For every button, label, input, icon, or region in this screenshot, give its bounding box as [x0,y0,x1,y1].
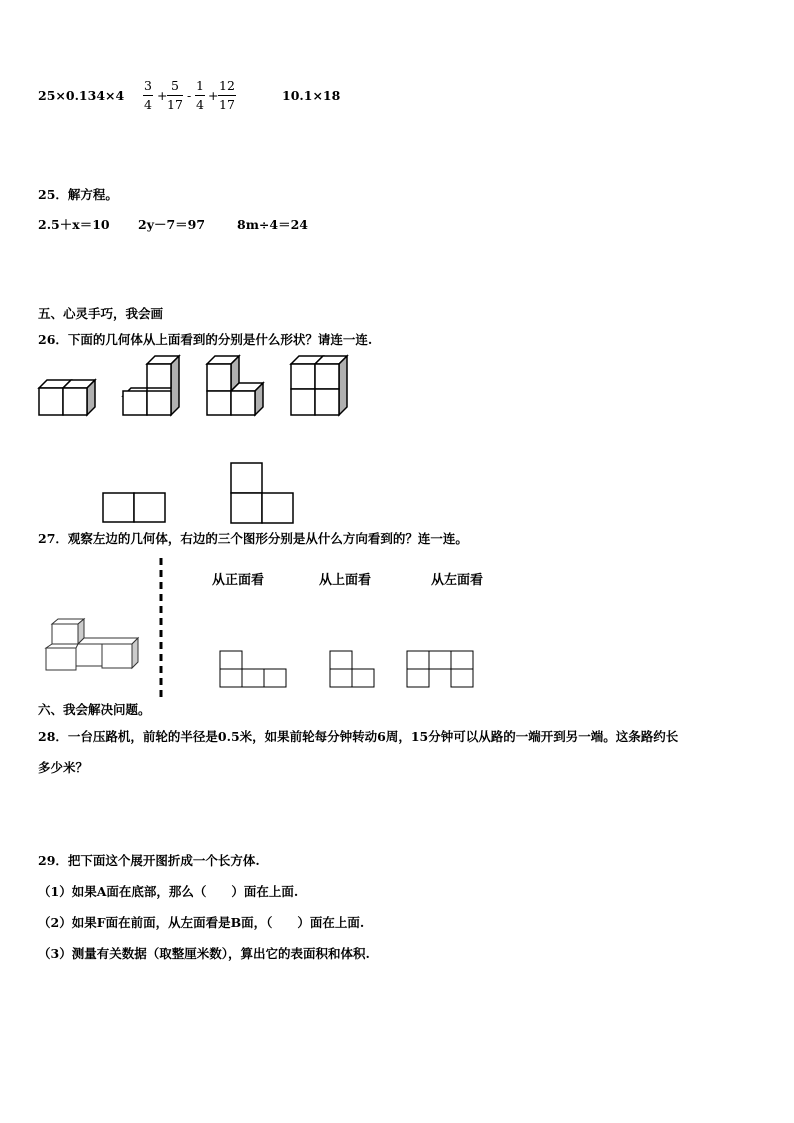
fraction: $\frac{5}{17}$ [167,78,183,112]
dashed-divider [159,558,163,700]
solid-4 [288,356,352,418]
section-5-title: 五、心灵手巧，我会画 [38,306,164,321]
label-front-view: 从正面看 [212,573,265,588]
operator: - [187,88,192,103]
view-shape-3 [406,650,476,690]
question-27-title: 27．观察左边的几何体，右边的三个图形分别是从什么方向看到的？连一连。 [38,531,468,546]
question-28-line-2: 多少米？ [38,760,89,775]
label-left-view: 从左面看 [431,573,484,588]
question-29-title: 29．把下面这个展开图折成一个长方体. [38,853,260,868]
question-26-title: 26．下面的几何体从上面看到的分别是什么形状？请连一连. [38,332,373,347]
fraction: $\frac{3}{4}$ [144,78,152,112]
question-25-title: 25．解方程。 [38,187,118,202]
question-29-item-3: （3）测量有关数据（取整厘米数），算出它的表面积和体积. [38,946,370,961]
top-view-shape-1 [102,492,166,524]
solid-q27 [42,616,142,676]
question-29-item-1: （1）如果A面在底部，那么（ ）面在上面. [38,884,299,899]
view-shape-2 [329,650,377,690]
fraction: $\frac{12}{17}$ [219,78,235,112]
top-view-shape-2 [230,462,294,524]
operator: + [208,88,219,103]
calc-expression-3: 10.1×18 [282,88,341,103]
solid-2 [120,356,184,418]
solid-3 [204,356,268,418]
equation-1: 2.5＋x＝10 [38,217,110,232]
question-28-line-1: 28．一台压路机，前轮的半径是0.5米，如果前轮每分钟转动6周，15分钟可以从路的一端开到另一端。这条路约长 [38,729,679,744]
equation-3: 8m÷4＝24 [237,217,308,232]
solid-1 [36,374,100,418]
label-top-view: 从上面看 [319,573,372,588]
section-6-title: 六、我会解决问题。 [38,702,151,717]
question-29-item-2: （2）如果F面在前面，从左面看是B面，（ ）面在上面. [38,915,365,930]
operator: + [157,88,168,103]
equation-2: 2y－7＝97 [138,217,206,232]
fraction: $\frac{1}{4}$ [196,78,204,112]
calc-expression-1: 25×0.134×4 [38,88,125,103]
view-shape-1 [219,650,289,690]
